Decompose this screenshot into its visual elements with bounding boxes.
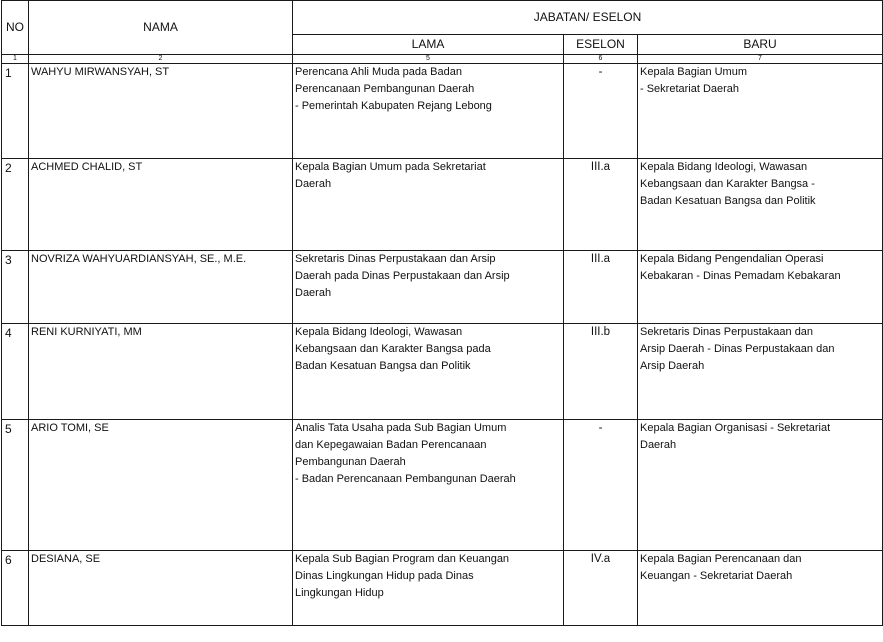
row-no: 2 — [2, 158, 29, 250]
baru-line: Kebakaran - Dinas Pemadam Kebakaran — [640, 269, 841, 282]
row-no: 5 — [2, 419, 29, 550]
header-baru: BARU — [638, 35, 883, 55]
lama-line: Dinas Lingkungan Hidup pada Dinas — [295, 569, 474, 582]
lama-line: Perencanaan Pembangunan Daerah — [295, 82, 475, 95]
table-row — [2, 419, 883, 550]
baru-line: - Sekretariat Daerah — [640, 82, 740, 95]
row-no: 3 — [2, 250, 29, 323]
table-row — [2, 63, 883, 158]
row-eselon: III.a — [564, 250, 638, 323]
jabatan-table — [1, 0, 883, 626]
lama-line: Kepala Bagian Umum pada Sekretariat — [295, 160, 486, 173]
lama-line: Daerah — [295, 286, 332, 299]
lama-line: Kepala Sub Bagian Program dan Keuangan — [295, 552, 510, 565]
baru-line: Arsip Daerah — [640, 359, 705, 372]
index-no: 1 — [2, 54, 29, 63]
row-eselon: III.a — [564, 158, 638, 250]
lama-line: Daerah — [295, 177, 332, 190]
row-baru — [638, 63, 883, 158]
table-row — [2, 250, 883, 323]
row-nama: ARIO TOMI, SE — [29, 419, 293, 550]
row-lama — [293, 419, 564, 550]
baru-line: Kepala Bidang Ideologi, Wawasan — [640, 160, 808, 173]
row-lama — [293, 323, 564, 419]
index-lama: 5 — [293, 54, 564, 63]
lama-line: Kepala Bidang Ideologi, Wawasan — [295, 325, 463, 338]
row-nama: DESIANA, SE — [29, 550, 293, 625]
lama-line: Badan Kesatuan Bangsa dan Politik — [295, 359, 471, 372]
row-baru — [638, 550, 883, 625]
index-nama: 2 — [29, 54, 293, 63]
lama-line: - Pemerintah Kabupaten Rejang Lebong — [295, 99, 492, 112]
row-nama: RENI KURNIYATI, MM — [29, 323, 293, 419]
row-lama — [293, 158, 564, 250]
lama-line: - Badan Perencanaan Pembangunan Daerah — [295, 472, 516, 485]
lama-line: dan Kepegawaian Badan Perencanaan — [295, 438, 487, 451]
row-lama — [293, 550, 564, 625]
row-lama — [293, 250, 564, 323]
header-row — [2, 1, 883, 35]
row-lama — [293, 63, 564, 158]
row-eselon: - — [564, 63, 638, 158]
baru-line: Kepala Bidang Pengendalian Operasi — [640, 252, 824, 265]
baru-line: Kepala Bagian Perencanaan dan — [640, 552, 802, 565]
lama-line: Lingkungan Hidup — [295, 586, 384, 599]
table-row — [2, 550, 883, 625]
baru-line: Arsip Daerah - Dinas Perpustakaan dan — [640, 342, 835, 355]
header-eselon: ESELON — [564, 35, 638, 55]
header-nama: NAMA — [29, 1, 293, 55]
row-no: 6 — [2, 550, 29, 625]
lama-line: Analis Tata Usaha pada Sub Bagian Umum — [295, 421, 507, 434]
baru-line: Sekretaris Dinas Perpustakaan dan — [640, 325, 814, 338]
row-baru — [638, 158, 883, 250]
row-baru — [638, 323, 883, 419]
row-eselon: IV.a — [564, 550, 638, 625]
row-no: 4 — [2, 323, 29, 419]
baru-line: Kebangsaan dan Karakter Bangsa - — [640, 177, 815, 190]
header-lama: LAMA — [293, 35, 564, 55]
baru-line: Keuangan - Sekretariat Daerah — [640, 569, 793, 582]
index-eselon: 6 — [564, 54, 638, 63]
table-row — [2, 158, 883, 250]
lama-line: Pembangunan Daerah — [295, 455, 406, 468]
row-nama: ACHMED CHALID, ST — [29, 158, 293, 250]
baru-line: Kepala Bagian Umum — [640, 65, 748, 78]
baru-line: Badan Kesatuan Bangsa dan Politik — [640, 194, 816, 207]
lama-line: Perencana Ahli Muda pada Badan — [295, 65, 462, 78]
row-eselon: III.b — [564, 323, 638, 419]
row-nama: WAHYU MIRWANSYAH, ST — [29, 63, 293, 158]
table-row — [2, 323, 883, 419]
lama-line: Daerah pada Dinas Perpustakaan dan Arsip — [295, 269, 510, 282]
row-nama: NOVRIZA WAHYUARDIANSYAH, SE., M.E. — [29, 250, 293, 323]
row-baru — [638, 419, 883, 550]
baru-line: Kepala Bagian Organisasi - Sekretariat — [640, 421, 831, 434]
column-index-row — [2, 54, 883, 63]
row-baru — [638, 250, 883, 323]
header-no: NO — [2, 1, 29, 55]
lama-line: Sekretaris Dinas Perpustakaan dan Arsip — [295, 252, 496, 265]
row-eselon: - — [564, 419, 638, 550]
header-jabatan-eselon: JABATAN/ ESELON — [293, 1, 883, 35]
lama-line: Kebangsaan dan Karakter Bangsa pada — [295, 342, 491, 355]
baru-line: Daerah — [640, 438, 677, 451]
row-no: 1 — [2, 63, 29, 158]
index-baru: 7 — [638, 54, 883, 63]
